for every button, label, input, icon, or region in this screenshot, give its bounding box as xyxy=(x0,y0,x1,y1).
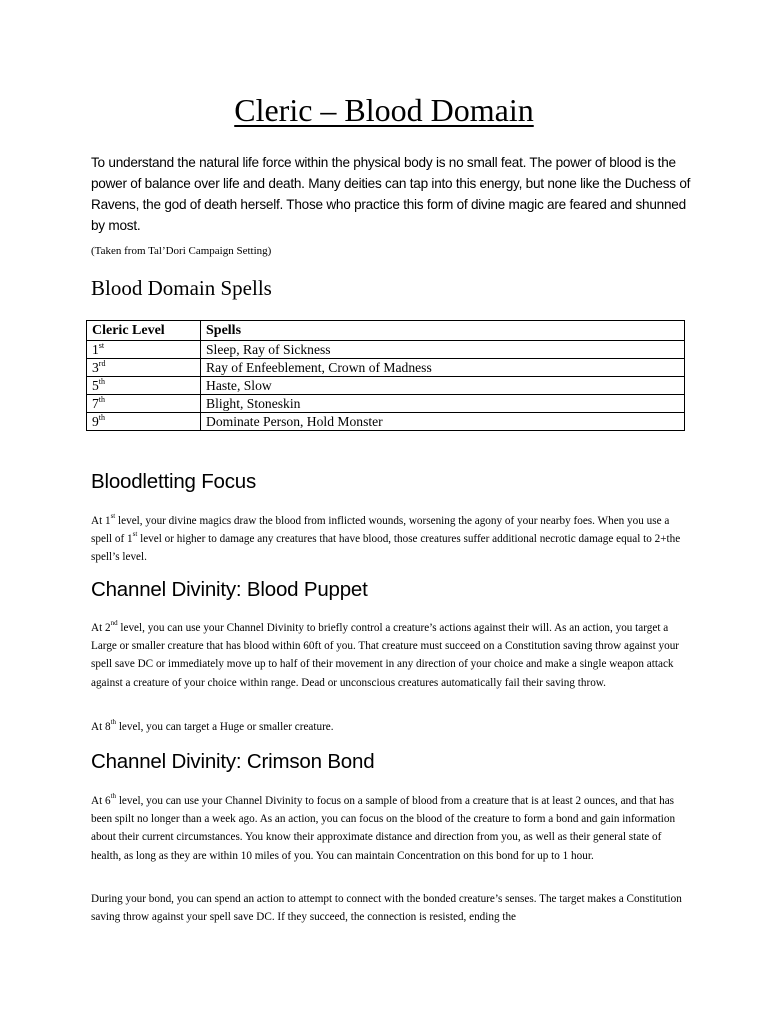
table-row xyxy=(87,341,685,359)
spells-cell: Dominate Person, Hold Monster xyxy=(201,413,685,431)
spells-heading: Blood Domain Spells xyxy=(91,276,272,300)
level-cell: 3rd xyxy=(87,359,201,377)
level-cell: 1st xyxy=(87,341,201,359)
blood-puppet-paragraph: At 2nd level, you can use your Channel Divinity to briefly control a creature’s actions against their will. As an action, you target a Large or smaller creature that has blood within 60ft of you. That creature must succeed on a Constitution saving throw against your spell save DC or immediately move up to half of their movement in any direction of your choice and make a single weapon attack against a creature of your choice within range. Dead or unconscious creatures automatically fail their saving throw. xyxy=(91,619,680,689)
bloodletting-paragraph: At 1st level, your divine magics draw the blood from inflicted wounds, worsening the agony of your nearby foes. When you use a spell of 1st level or higher to damage any creatures that have blood, those creatures suffer additional necrotic damage equal to 2+the spell’s level. xyxy=(91,512,681,564)
spells-cell: Sleep, Ray of Sickness xyxy=(201,341,685,359)
crimson-bond-heading: Channel Divinity: Crimson Bond xyxy=(91,750,375,773)
blood-puppet-level8-paragraph: At 8th level, you can target a Huge or smaller creature. xyxy=(91,718,334,733)
spells-cell: Ray of Enfeeblement, Crown of Madness xyxy=(201,359,685,377)
page-title: Cleric – Blood Domain xyxy=(234,92,534,128)
blood-puppet-heading: Channel Divinity: Blood Puppet xyxy=(91,578,368,601)
level-cell: 5th xyxy=(87,377,201,395)
spells-cell: Haste, Slow xyxy=(201,377,685,395)
spells-table xyxy=(86,320,685,431)
table-header-row xyxy=(87,321,685,341)
source-note: (Taken from Tal’Dori Campaign Setting) xyxy=(91,245,272,257)
level-cell: 9th xyxy=(87,413,201,431)
table-row xyxy=(87,377,685,395)
table-row xyxy=(87,413,685,431)
intro-paragraph: To understand the natural life force within the physical body is no small feat. The power of blood is the power of balance over life and death. Many deities can tap into this energy, but none like the Duchess of Ravens, the god of death herself. Those who practice this form of divine magic are feared and shunned by most. xyxy=(91,155,691,233)
crimson-bond-paragraph-2: During your bond, you can spend an action to attempt to connect with the bonded creature’s senses. The target makes a Constitution saving throw against your spell save DC. If they succeed, the connection is resisted, ending the xyxy=(91,893,682,924)
column-header-spells: Spells xyxy=(201,321,685,341)
table-row xyxy=(87,395,685,413)
crimson-bond-paragraph: At 6th level, you can use your Channel Divinity to focus on a sample of blood from a creature that is at least 2 ounces, and that has been spilt no longer than a week ago. As an action, you can focus on the blood of the creature to form a bond and gain information about their current circumstances. You know their approximate distance and direction from you, as well as their general state of health, as long as they are within 10 miles of you. You can maintain Concentration on this bond for up to 1 hour. xyxy=(91,792,676,862)
spells-cell: Blight, Stoneskin xyxy=(201,395,685,413)
bloodletting-heading: Bloodletting Focus xyxy=(91,470,257,493)
column-header-level: Cleric Level xyxy=(87,321,201,341)
level-cell: 7th xyxy=(87,395,201,413)
table-row xyxy=(87,359,685,377)
